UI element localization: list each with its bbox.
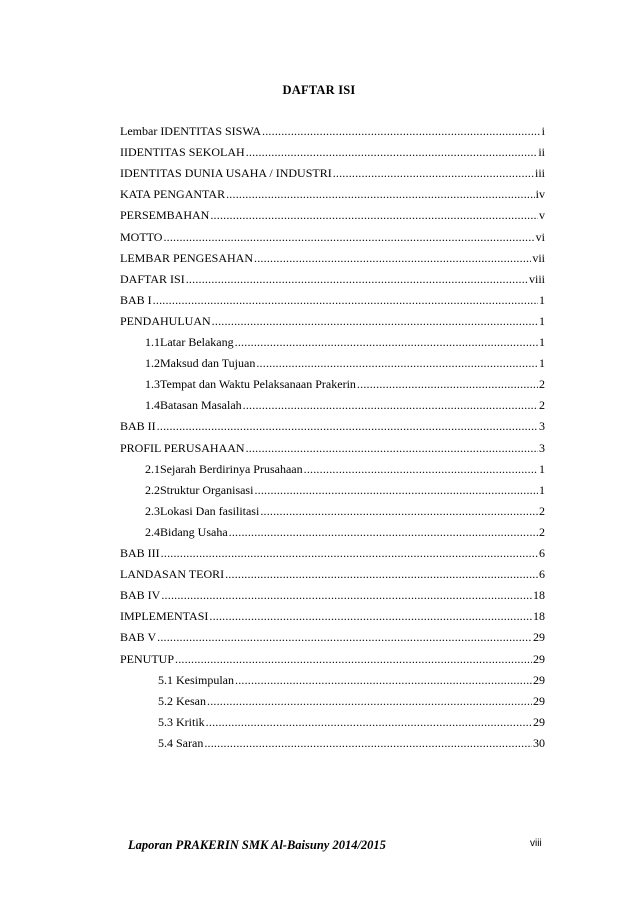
toc-dot-leader (163, 230, 534, 245)
toc-entry (120, 145, 545, 163)
toc-dot-leader (357, 377, 538, 392)
toc-dot-leader (210, 208, 538, 223)
toc-entry-label: Lembar IDENTITAS SISWA (120, 124, 262, 138)
toc-dot-leader (226, 187, 535, 202)
toc-entry-number: 2.3 (145, 503, 160, 518)
toc-entry-label: BAB III (120, 546, 160, 560)
toc-dot-leader (175, 652, 532, 667)
toc-entry-page: 1 (539, 335, 545, 349)
toc-dot-leader (229, 525, 538, 540)
toc-entry (120, 546, 545, 564)
toc-entry-label: IIDENTITAS SEKOLAH (120, 145, 245, 160)
toc-entry (145, 483, 545, 501)
toc-entry-label: 5.4 Saran (158, 735, 204, 750)
toc-entry-label: BAB II (120, 419, 156, 434)
toc-entry (120, 652, 545, 670)
toc-entry-page: 2 (539, 503, 545, 518)
toc-entry (145, 398, 545, 416)
toc-entry-page: i (541, 124, 545, 138)
toc-entry (120, 419, 545, 437)
toc-entry-page: 1 (539, 313, 545, 328)
toc-entry (145, 525, 545, 543)
toc-dot-leader (186, 272, 528, 287)
toc-entry-number: 2.1 (145, 461, 160, 476)
toc-dot-leader (256, 356, 538, 371)
toc-entry (120, 272, 545, 290)
toc-entry-page: iii (534, 166, 545, 181)
toc-entry-label: BAB IV (120, 588, 161, 603)
footer-page-number: viii (530, 838, 542, 849)
toc-entry (120, 124, 545, 142)
toc-entry (158, 673, 545, 691)
toc-entry-page: 2 (539, 398, 545, 413)
toc-entry (120, 293, 545, 311)
toc-dot-leader (157, 419, 538, 434)
toc-dot-leader (157, 630, 532, 645)
toc-entry-page: 18 (533, 609, 545, 624)
toc-dot-leader (161, 546, 538, 561)
toc-entry-label: DAFTAR ISI (120, 271, 185, 286)
toc-entry-label: LEMBAR PENGESAHAN (120, 250, 254, 265)
toc-entry-page: 29 (533, 672, 545, 687)
toc-entry (120, 251, 545, 269)
toc-entry-label: 5.3 Kritik (158, 714, 205, 729)
toc-entry-label: Tempat dan Waktu Pelaksanaan Prakerin (160, 377, 356, 392)
toc-dot-leader (304, 462, 538, 477)
toc-entry-page: v (539, 208, 545, 223)
toc-entry (120, 187, 545, 205)
toc-entry-label: Latar Belakang (160, 335, 234, 349)
toc-dot-leader (246, 441, 538, 456)
toc-dot-leader (254, 483, 538, 498)
toc-entry-page: vi (535, 229, 545, 244)
toc-entry (120, 208, 545, 226)
toc-entry-label: Maksud dan Tujuan (160, 356, 256, 371)
toc-entry-label: Sejarah Berdirinya Prusahaan (160, 461, 303, 476)
toc-entry-label: IDENTITAS DUNIA USAHA / INDUSTRI (120, 166, 332, 181)
toc-entry-page: 1 (539, 482, 545, 497)
toc-entry-number: 2.2 (145, 482, 160, 497)
toc-entry-page: 1 (539, 461, 545, 476)
toc-entry-label: LANDASAN TEORI (120, 567, 225, 582)
toc-entry-page: 2 (539, 524, 545, 539)
toc-entry-number: 1.4 (145, 398, 160, 413)
toc-entry-page: ii (538, 145, 545, 160)
toc-dot-leader (161, 588, 532, 603)
toc-entry-label: Bidang Usaha (160, 524, 228, 539)
toc-entry-page: 29 (533, 693, 545, 708)
document-title: DAFTAR ISI (282, 83, 356, 97)
toc-dot-leader (235, 335, 538, 350)
toc-entry-label: BAB V (120, 630, 157, 645)
toc-entry-page: 3 (539, 419, 545, 434)
toc-entry-page: 29 (533, 714, 545, 729)
toc-dot-leader (209, 609, 532, 624)
toc-entry (158, 736, 545, 754)
toc-entry-page: 6 (539, 546, 545, 560)
toc-entry-number: 1.1 (145, 335, 160, 349)
toc-entry-label: PERSEMBAHAN (120, 208, 210, 223)
toc-entry (120, 630, 545, 648)
toc-entry-page: 18 (533, 588, 545, 603)
toc-entry-label: 5.1 Kesimpulan (158, 672, 234, 687)
toc-entry (120, 567, 545, 585)
toc-entry-label: MOTTO (120, 229, 163, 244)
toc-dot-leader (153, 293, 538, 308)
toc-dot-leader (225, 567, 538, 582)
toc-entry-page: 3 (539, 440, 545, 455)
toc-entry-label: Struktur Organisasi (160, 482, 254, 497)
toc-entry (120, 441, 545, 459)
toc-dot-leader (235, 673, 532, 688)
toc-dot-leader (204, 736, 532, 751)
toc-entry-page: 1 (539, 356, 545, 371)
toc-dot-leader (246, 145, 538, 160)
toc-entry-page: vii (532, 250, 545, 265)
toc-entry (145, 377, 545, 395)
toc-entry-label: BAB I (120, 292, 152, 307)
toc-entry (158, 694, 545, 712)
toc-entry-page: 2 (539, 377, 545, 392)
toc-entry-label: PENUTUP (120, 651, 175, 666)
toc-entry (120, 588, 545, 606)
toc-entry-label: KATA PENGANTAR (120, 187, 226, 202)
toc-entry-label: PROFIL PERUSAHAAN (120, 440, 245, 455)
toc-entry (145, 356, 545, 374)
toc-entry-page: 29 (533, 651, 545, 666)
toc-entry-number: 1.3 (145, 377, 160, 392)
toc-entry (120, 609, 545, 627)
toc-entry-label: PENDAHULUAN (120, 313, 211, 328)
toc-entry-label: Lokasi Dan fasilitasi (160, 503, 260, 518)
toc-entry (120, 230, 545, 248)
toc-entry (158, 715, 545, 733)
toc-entry (120, 314, 545, 332)
toc-entry (145, 335, 545, 353)
toc-dot-leader (207, 694, 532, 709)
toc-entry-label: Batasan Masalah (160, 398, 242, 413)
toc-entry (145, 504, 545, 522)
toc-dot-leader (254, 251, 531, 266)
toc-dot-leader (333, 166, 534, 181)
toc-entry-page: 1 (539, 292, 545, 307)
toc-entry-label: 5.2 Kesan (158, 693, 206, 708)
toc-dot-leader (212, 314, 538, 329)
toc-entry-number: 1.2 (145, 356, 160, 371)
toc-entry (145, 462, 545, 480)
toc-dot-leader (206, 715, 532, 730)
toc-dot-leader (243, 398, 538, 413)
toc-entry-label: IMPLEMENTASI (120, 609, 209, 624)
toc-entry-page: viii (528, 271, 545, 286)
toc-entry-page: 30 (533, 735, 545, 750)
toc-dot-leader (260, 504, 538, 519)
toc-dot-leader (262, 124, 541, 139)
toc-entry-number: 2.4 (145, 524, 160, 539)
toc-entry-page: 6 (539, 567, 545, 582)
toc-entry-page: 29 (533, 630, 545, 645)
footer-text: Laporan PRAKERIN SMK Al-Baisuny 2014/2015 (128, 838, 386, 852)
toc-entry-page: iv (535, 187, 545, 202)
toc-entry (120, 166, 545, 184)
